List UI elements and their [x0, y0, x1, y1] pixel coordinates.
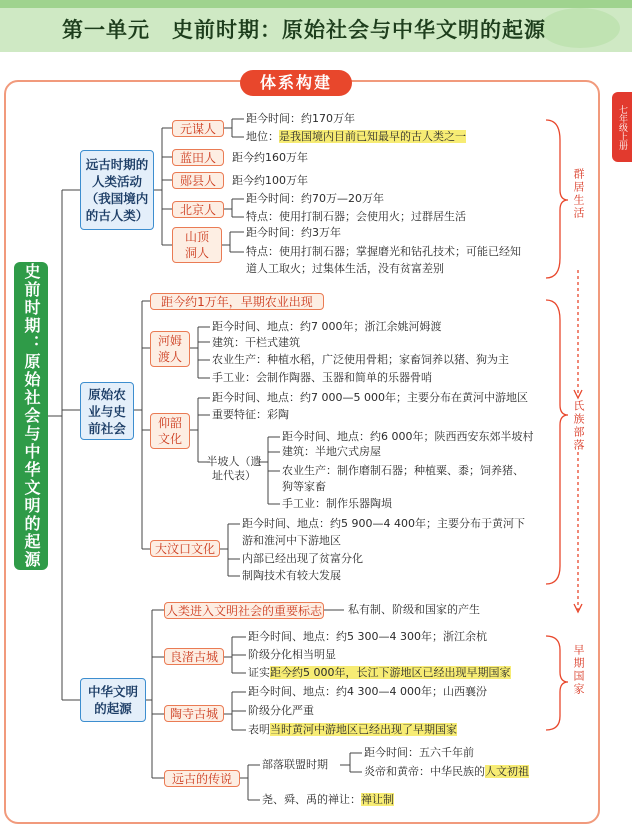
category-primitive-agriculture[interactable]: 原始农业与史前社会 — [80, 382, 134, 440]
node-beijing[interactable]: 北京人 — [172, 201, 224, 218]
banpo-building: 建筑：半地穴式房屋 — [282, 445, 381, 458]
yuanmou-status-highlight: 是我国境内目前已知最早的古人类之一 — [279, 130, 466, 143]
yan-huang-highlight: 人文初祖 — [485, 765, 529, 778]
banpo-time: 距今时间、地点：约6 000年；陕西西安东郊半坡村 — [282, 430, 534, 443]
banpo-farming-cont: 狗等家畜 — [282, 480, 326, 493]
hemudu-time: 距今时间、地点：约7 000年；浙江余姚河姆渡 — [212, 320, 442, 333]
taosi-proof-highlight: 当时黄河中游地区已经出现了早期国家 — [270, 723, 457, 736]
banpo-craft: 手工业：制作乐器陶埙 — [282, 497, 392, 510]
root-node[interactable]: 史前时期：原始社会与中华文明的起源 — [14, 262, 48, 570]
node-dawenkou[interactable]: 大汶口文化 — [150, 540, 220, 557]
dawenkou-region: 游和淮河中下游地区 — [242, 534, 341, 547]
shanding-traits-cont: 道人工取火；过集体生活，没有贫富差别 — [246, 262, 444, 275]
note-clan-tribe: 氏族部落 — [572, 400, 585, 452]
dawenkou-wealth: 内部已经出现了贫富分化 — [242, 552, 363, 565]
yuanmou-status: 地位：是我国境内目前已知最早的古人类之一 — [246, 130, 466, 143]
node-yangshao[interactable]: 仰韶文化 — [150, 413, 190, 449]
node-taosi[interactable]: 陶寺古城 — [164, 705, 224, 722]
shanding-time: 距今时间：约3万年 — [246, 226, 341, 239]
abdication-highlight: 禅让制 — [361, 793, 394, 806]
civilization-sign-text: 私有制、阶级和国家的产生 — [348, 603, 480, 616]
liangzhu-proof-highlight: 距今约5 000年，长江下游地区已经出现早期国家 — [270, 666, 511, 679]
note-group-living: 群居生活 — [572, 168, 585, 220]
liangzhu-time: 距今时间、地点：约5 300—4 300年；浙江余杭 — [248, 630, 487, 643]
node-early-agriculture[interactable]: 距今约1万年，早期农业出现 — [150, 293, 324, 310]
yangshao-time: 距今时间、地点：约7 000—5 000年；主要分布在黄河中游地区 — [212, 391, 528, 404]
category-early-humans[interactable]: 远古时期的人类活动（我国境内的古人类） — [80, 150, 154, 230]
grade-tab[interactable]: 七年级上册 — [612, 92, 632, 162]
node-lantian[interactable]: 蓝田人 — [172, 149, 224, 166]
dawenkou-pottery: 制陶技术有较大发展 — [242, 569, 341, 582]
taosi-time: 距今时间、地点：约4 300—4 000年；山西襄汾 — [248, 685, 487, 698]
liangzhu-proof: 证实距今约5 000年，长江下游地区已经出现早期国家 — [248, 666, 511, 679]
taosi-class: 阶级分化严重 — [248, 704, 314, 717]
yunxian-time: 距今约100万年 — [232, 174, 308, 187]
node-shanding[interactable]: 山顶洞人 — [172, 227, 222, 263]
unit-title: 第一单元 史前时期：原始社会与中华文明的起源 — [62, 18, 546, 42]
node-hemudu[interactable]: 河姆渡人 — [150, 331, 190, 367]
yangshao-feature: 重要特征：彩陶 — [212, 408, 289, 421]
dawenkou-time: 距今时间、地点：约5 900—4 400年；主要分布于黄河下 — [242, 517, 525, 530]
node-civilization-sign[interactable]: 人类进入文明社会的重要标志 — [165, 603, 322, 618]
beijing-traits: 特点：使用打制石器；会使用火；过群居生活 — [246, 210, 466, 223]
hemudu-building: 建筑：干栏式建筑 — [212, 336, 300, 349]
beijing-time: 距今时间：约70万—20万年 — [246, 192, 384, 205]
node-yunxian[interactable]: 郧县人 — [172, 172, 224, 189]
banpo-farming: 农业生产：制作磨制石器；种植粟、黍；饲养猪、 — [282, 464, 524, 477]
node-legends[interactable]: 远古的传说 — [164, 770, 240, 787]
tribal-alliance: 部落联盟时期 — [262, 758, 328, 771]
hemudu-farming: 农业生产：种植水稻，广泛使用骨耜；家畜饲养以猪、狗为主 — [212, 353, 509, 366]
note-early-state: 早期国家 — [572, 644, 585, 696]
category-civilization-origin[interactable]: 中华文明的起源 — [80, 678, 146, 722]
lantian-time: 距今约160万年 — [232, 151, 308, 164]
node-yuanmou[interactable]: 元谋人 — [172, 120, 224, 137]
shanding-traits: 特点：使用打制石器；掌握磨光和钻孔技术；可能已经知 — [246, 245, 521, 258]
hemudu-craft: 手工业：会制作陶器、玉器和简单的乐器骨哨 — [212, 371, 432, 384]
yan-huang: 炎帝和黄帝：中华民族的人文初祖 — [364, 765, 529, 778]
section-heading: 体系构建 — [240, 70, 352, 96]
node-liangzhu[interactable]: 良渚古城 — [164, 648, 224, 665]
taosi-proof: 表明当时黄河中游地区已经出现了早期国家 — [248, 723, 457, 736]
node-banpo[interactable]: 半坡人（遗址代表） — [206, 455, 262, 482]
abdication: 尧、舜、禹的禅让：禅让制 — [262, 793, 394, 806]
yuanmou-time: 距今时间：约170万年 — [246, 112, 355, 125]
tribal-time: 距今时间：五六千年前 — [364, 746, 474, 759]
liangzhu-class: 阶级分化相当明显 — [248, 648, 336, 661]
